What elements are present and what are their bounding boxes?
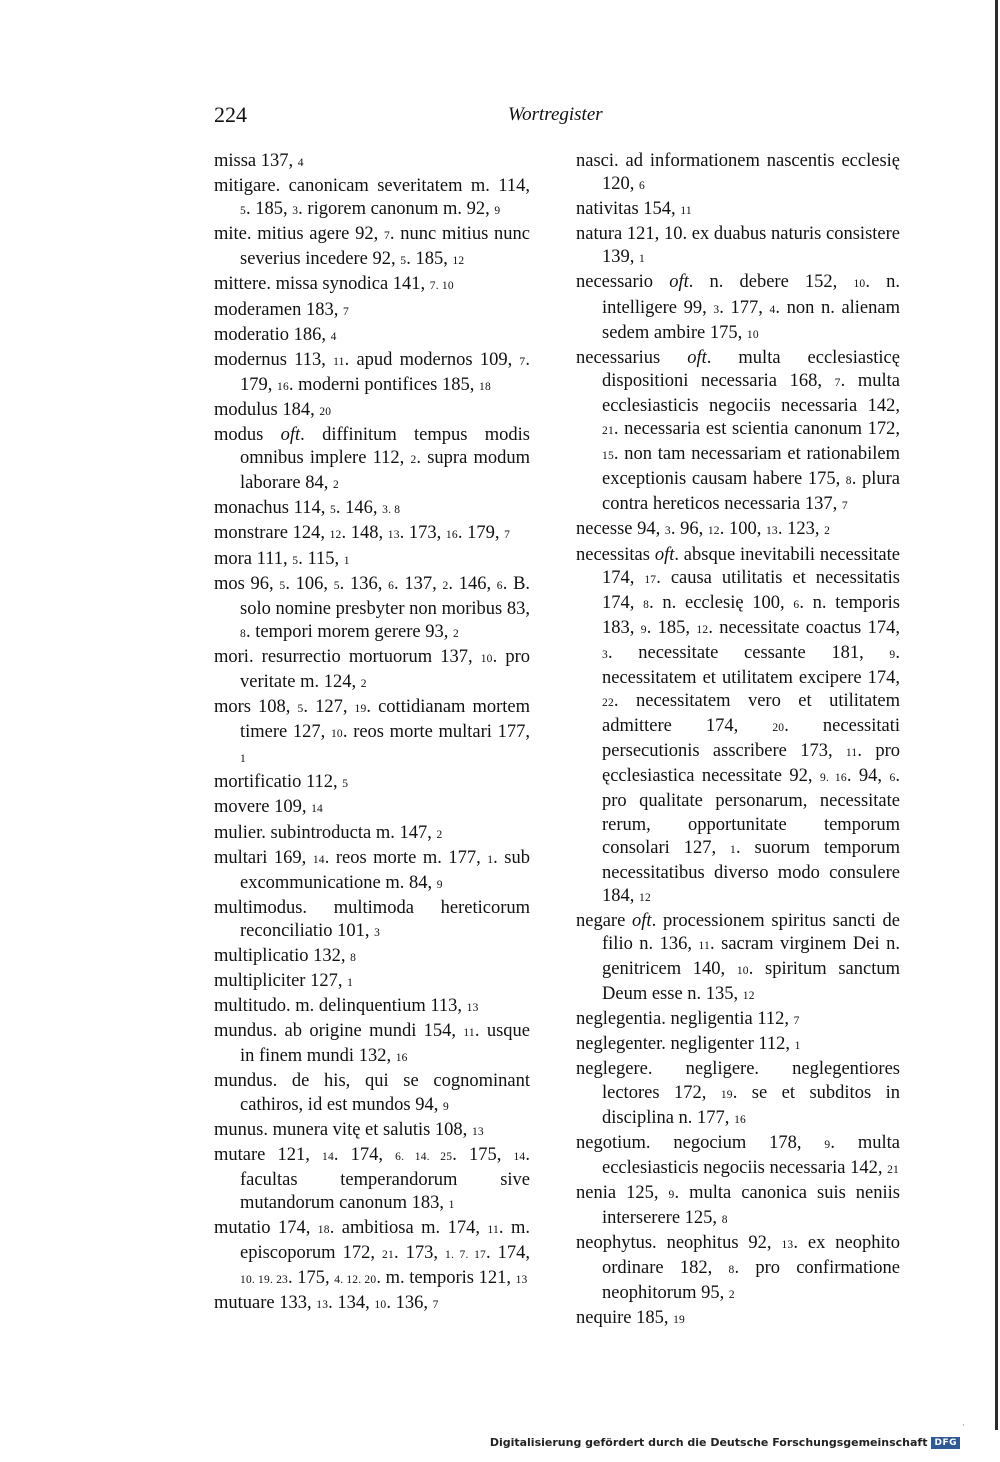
entry-text: . m. episcoporum 172, — [240, 1218, 531, 1264]
entry-text: movere 109, — [214, 797, 312, 818]
entry-text: . nunc mitius nunc severius incedere 92, — [240, 224, 530, 270]
line-reference: 7 — [504, 529, 511, 542]
line-reference: 1 — [343, 554, 350, 567]
index-entry — [576, 271, 900, 346]
entry-text: nasci. ad informationem nascentis ecclesię 120, — [576, 151, 900, 195]
line-reference: 7 — [841, 500, 848, 513]
entry-text: mora 111, — [214, 548, 293, 569]
line-reference: 4 — [769, 303, 776, 316]
entry-text: . diffinitum tempus modis omnibus implere 112, — [240, 425, 530, 469]
entry-text: multari 169, — [214, 847, 313, 868]
entry-text: . n. intelligere 99, — [602, 272, 900, 318]
line-reference: 5 — [279, 579, 286, 592]
index-entry — [214, 497, 530, 522]
line-reference: 8 — [240, 627, 246, 640]
index-entry — [576, 1008, 900, 1033]
index-entry — [214, 970, 530, 995]
dfg-logo: DFG — [931, 1437, 960, 1449]
line-reference: 2 — [824, 525, 831, 538]
line-reference: 17 — [644, 573, 657, 586]
entry-text: . necessitati persecutionis asscribere 173, — [602, 716, 900, 762]
entry-text: monstrare 124, — [214, 523, 330, 544]
line-reference: 11 — [680, 205, 692, 218]
entry-text: mitigare. canonicam severitatem m. 114, — [214, 176, 530, 197]
entry-text: neglegenter. negligenter 112, — [576, 1034, 795, 1055]
entry-text: . facultas temperandorum sive mutandorum canonum 183, — [240, 1144, 530, 1213]
line-reference: 14 — [312, 853, 325, 866]
line-reference: 11 — [333, 355, 345, 368]
entry-text: . necessitate coactus 174, — [708, 617, 900, 638]
index-entry — [576, 223, 900, 271]
index-entry — [214, 696, 530, 771]
line-reference: 10 — [853, 278, 866, 291]
line-reference: 13 — [515, 1274, 528, 1287]
entry-text: modulus 184, — [214, 399, 320, 420]
entry-text: . 173, — [393, 1243, 446, 1264]
line-reference: 11 — [487, 1224, 499, 1237]
entry-text: mortificatio 112, — [214, 772, 343, 793]
index-entry — [214, 796, 530, 821]
line-reference: 20 — [319, 405, 332, 418]
entry-text: necessitas — [576, 544, 655, 565]
line-reference: 19 — [720, 1088, 733, 1101]
line-reference: 2 — [410, 454, 417, 467]
entry-text: nenia 125, — [576, 1182, 669, 1203]
line-reference: 1 — [639, 253, 645, 266]
index-entry — [214, 522, 530, 547]
entry-text: . 115, — [298, 548, 344, 569]
index-entry — [576, 1232, 900, 1307]
entry-text: . 174, — [485, 1243, 531, 1264]
entry-text: . ex neophito ordinare 182, — [602, 1233, 900, 1279]
line-reference: 10 — [746, 328, 759, 341]
entry-text: . sacram virginem Dei n. genitricem 140, — [602, 934, 900, 980]
line-reference: 5 — [329, 504, 336, 517]
line-reference: 5 — [292, 554, 299, 567]
entry-text: . cottidianam mortem timere 127, — [240, 697, 531, 743]
entry-text: munus. munera vitę et salutis 108, — [214, 1119, 472, 1140]
entry-text: monachus 114, — [214, 498, 330, 519]
line-reference: 12 — [696, 623, 709, 636]
index-entry — [576, 198, 900, 223]
entry-text: . tempori morem gerere 93, — [245, 621, 453, 642]
entry-text: negare — [576, 910, 633, 931]
entry-text: . non tam necessariam et rationabilem exceptionis causam habere 175, — [602, 444, 900, 490]
line-reference: 9 — [494, 205, 501, 218]
index-entry — [576, 1132, 900, 1182]
corner-mark: · — [962, 1420, 965, 1430]
line-reference: 8 — [721, 1214, 728, 1227]
page-edge-line — [995, 0, 998, 1430]
line-reference: 1 — [730, 843, 736, 856]
line-reference: 9 — [889, 648, 896, 661]
index-entry — [214, 273, 530, 298]
entry-text: . 177, — [719, 297, 770, 318]
entry-text: nequire 185, — [576, 1308, 674, 1329]
entry-text: . 179, — [240, 349, 530, 395]
line-reference: 7 — [432, 1299, 439, 1312]
entry-text: . n. debere 152, — [688, 272, 854, 293]
line-reference: 7 — [519, 355, 526, 368]
line-reference: 3 — [374, 926, 381, 939]
entry-text: mulier. subintroducta m. 147, — [214, 822, 437, 843]
index-column-right — [576, 150, 900, 1333]
line-reference: 12 — [639, 891, 651, 904]
line-reference: 13 — [471, 1125, 484, 1138]
entry-text: . causa utilitatis et necessitatis 174, — [602, 567, 900, 613]
line-reference: 20 — [772, 722, 785, 735]
entry-text: mundus. ab origine mundi 154, — [214, 1021, 464, 1042]
entry-text: necesse 94, — [576, 519, 665, 540]
line-reference: 2 — [452, 627, 459, 640]
index-entry — [576, 1182, 900, 1232]
line-reference: 3 — [664, 525, 671, 538]
index-entry — [214, 771, 530, 796]
index-entry — [214, 1070, 530, 1118]
index-entry — [576, 1058, 900, 1131]
line-reference: 10 — [374, 1299, 387, 1312]
line-reference: 4. 12. 20 — [334, 1274, 377, 1287]
entry-text: . multa ecclesiasticę dispositioni necessaria 168, — [602, 347, 900, 391]
line-reference: 2 — [442, 579, 449, 592]
line-reference: 5 — [400, 255, 407, 268]
line-reference: 6 — [793, 598, 800, 611]
entry-text: . 148, — [341, 523, 388, 544]
line-reference: 5 — [240, 205, 246, 218]
entry-text: mite. mitius agere 92, — [214, 224, 384, 245]
entry-text: neglegere. negligere. neglegentiores lectores 172, — [576, 1059, 900, 1103]
line-reference: 3 — [602, 648, 608, 661]
line-reference: 10 — [480, 652, 493, 665]
entry-text: . multa canonica suis neniis interserere 125, — [602, 1182, 900, 1229]
entry-text: . n. temporis 183, — [602, 592, 900, 638]
line-reference: 8 — [643, 598, 650, 611]
entry-text: . 173, — [399, 523, 446, 544]
entry-text: . processionem spiritus sancti de filio n. 136, — [602, 910, 900, 954]
line-reference: 16 — [734, 1113, 746, 1126]
line-reference: 7 — [342, 305, 349, 318]
line-reference: 2 — [360, 677, 367, 690]
entry-text: . 137, — [394, 573, 443, 594]
index-entry — [576, 1033, 900, 1058]
entry-text: . ambitiosa m. 174, — [329, 1218, 488, 1239]
entry-text: . pro veritate m. 124, — [240, 646, 530, 692]
running-head: Wortregister — [508, 104, 603, 125]
entry-text: negotium. negocium 178, — [576, 1132, 825, 1153]
index-entry — [214, 299, 530, 324]
entry-text: . 134, — [328, 1293, 375, 1314]
entry-text: . 146, — [335, 498, 383, 519]
line-reference: 8 — [350, 952, 357, 964]
line-reference: 6 — [639, 180, 645, 193]
index-entry — [214, 349, 530, 399]
line-reference: 7 — [383, 230, 390, 243]
line-reference: 16 — [395, 1052, 408, 1065]
line-reference: 1 — [347, 977, 354, 990]
entry-text: . 175, — [288, 1268, 335, 1289]
entry-text: mutare 121, — [214, 1144, 322, 1165]
entry-text: . 106, — [285, 573, 334, 594]
index-entry — [214, 150, 530, 175]
page-number: 224 — [214, 102, 247, 127]
line-reference: 9 — [640, 623, 647, 636]
line-reference: 6 — [496, 579, 503, 592]
line-reference: 6 — [388, 579, 395, 592]
entry-text: multipliciter 127, — [214, 971, 348, 992]
line-reference: 10 — [736, 965, 749, 978]
index-entry — [214, 945, 530, 970]
entry-text: mors 108, — [214, 697, 298, 718]
entry-text: . 136, — [386, 1293, 433, 1314]
line-reference: 14 — [513, 1150, 526, 1163]
entry-text: mundus. de his, qui se cognominant cathiros, id est mundos 94, — [214, 1071, 530, 1115]
index-entry — [576, 910, 900, 1008]
line-reference: 12 — [452, 255, 465, 268]
line-reference: 11 — [698, 940, 711, 952]
entry-text: . necessaria est scientia canonum 172, — [613, 419, 900, 440]
entry-text: natura 121, 10. ex duabus naturis consistere 139, — [576, 224, 900, 268]
line-reference: 13 — [387, 529, 400, 542]
line-reference: 7. 10 — [429, 280, 454, 293]
index-entry — [576, 150, 900, 198]
line-reference: 9. 16 — [820, 772, 847, 785]
line-reference: 1 — [794, 1040, 801, 1053]
line-reference: 1 — [240, 753, 246, 766]
line-reference: 3 — [713, 303, 720, 316]
line-reference: 10 — [330, 728, 343, 741]
index-entry — [214, 1292, 530, 1317]
index-entry — [214, 995, 530, 1020]
line-reference: 12 — [742, 990, 755, 1003]
index-entry — [576, 1307, 900, 1332]
line-reference: 9 — [824, 1138, 831, 1151]
entry-text: . 179, — [457, 523, 505, 544]
entry-text: neophytus. neophitus 92, — [576, 1233, 782, 1254]
entry-text: mori. resurrectio mortuorum 137, — [214, 646, 481, 667]
line-reference: 9 — [436, 878, 443, 891]
line-reference: 8 — [845, 475, 852, 488]
entry-text: mittere. missa synodica 141, — [214, 274, 430, 295]
entry-text: . absque inevitabili necessitate 174, — [602, 544, 900, 588]
index-entry — [214, 573, 530, 646]
index-entry — [214, 424, 530, 497]
line-reference: 12 — [707, 525, 720, 538]
entry-text: . reos morte m. 177, — [324, 847, 488, 868]
italic-term: oft — [280, 425, 301, 446]
entry-text: . 175, — [452, 1144, 514, 1165]
entry-text: . 146, — [448, 573, 497, 594]
line-reference: 10. 19. 23 — [240, 1274, 288, 1287]
index-entry — [214, 646, 530, 696]
index-entry — [576, 544, 900, 910]
line-reference: 6. 14. 25 — [395, 1150, 453, 1163]
line-reference: 7 — [834, 376, 841, 389]
entry-text: . se et subditos in disciplina n. 177, — [602, 1082, 900, 1128]
line-reference: 14 — [311, 803, 324, 816]
entry-text: mutuare 133, — [214, 1293, 317, 1314]
index-entry — [214, 223, 530, 273]
entry-text: necessarius — [576, 347, 688, 368]
index-entry — [214, 399, 530, 424]
entry-text: . m. temporis 121, — [376, 1268, 516, 1289]
entry-text: . reos morte multari 177, — [342, 722, 530, 743]
line-reference: 4 — [297, 157, 304, 169]
entry-text: . pro ęcclesiastica necessitate 92, — [602, 741, 900, 787]
entry-text: . sub excommunicatione m. 84, — [240, 847, 530, 893]
line-reference: 19 — [673, 1314, 686, 1327]
entry-text: . necessitatem vero et utilitatem admittere 174, — [602, 691, 900, 737]
index-entry — [576, 518, 900, 543]
line-reference: 3 — [292, 205, 299, 218]
entry-text: modernus 113, — [214, 349, 334, 370]
entry-text: . multa ecclesiasticis negociis necessaria 142, — [602, 1132, 900, 1178]
entry-text: . apud modernos 109, — [344, 349, 520, 370]
entry-text: . 100, — [719, 519, 766, 540]
line-reference: 8 — [728, 1264, 735, 1277]
line-reference: 5 — [342, 778, 349, 791]
index-entry — [214, 1119, 530, 1144]
entry-text: . 127, — [303, 697, 355, 718]
entry-text: . 185, — [646, 617, 697, 638]
entry-text: . moderni pontifices 185, — [288, 374, 480, 395]
entry-text: moderatio 186, — [214, 324, 331, 345]
line-reference: 21 — [382, 1249, 394, 1262]
entry-text: . spiritum sanctum Deum esse n. 135, — [602, 959, 900, 1005]
line-reference: 14 — [322, 1150, 334, 1163]
entry-text: . pro qualitate personarum, necessitate rerum, opportunitate temporum consolari 127, — [602, 766, 901, 858]
entry-text: neglegentia. negligentia 112, — [576, 1009, 794, 1030]
entry-text: multiplicatio 132, — [214, 946, 351, 966]
entry-text: . multa ecclesiasticis negociis necessaria 142, — [602, 370, 900, 416]
italic-term: oft — [687, 347, 707, 368]
footer — [490, 1436, 960, 1449]
index-entry — [214, 822, 530, 847]
line-reference: 3. 8 — [382, 504, 401, 517]
entry-text: . 123, — [777, 519, 825, 540]
entry-text: . 185, — [406, 249, 453, 270]
entry-text: mos 96, — [214, 573, 280, 594]
line-reference: 7 — [793, 1015, 800, 1028]
entry-text: missa 137, — [214, 151, 298, 171]
entry-text: moderamen 183, — [214, 299, 343, 320]
index-entry — [576, 347, 900, 519]
line-reference: 19 — [354, 703, 367, 716]
index-entry — [214, 175, 530, 223]
index-entry — [214, 847, 530, 897]
entry-text: . usque in finem mundi 132, — [240, 1021, 530, 1067]
entry-text: . non n. alienam sedem ambire 175, — [602, 297, 900, 343]
entry-text: nativitas 154, — [576, 199, 681, 220]
italic-term: oft — [654, 544, 675, 565]
italic-term: oft — [632, 910, 652, 931]
entry-text: . pro confirmatione neophitorum 95, — [602, 1258, 900, 1304]
entry-text: . 136, — [339, 573, 389, 594]
line-reference: 22 — [602, 697, 614, 710]
index-entry — [214, 324, 530, 349]
entry-text: . B. solo nomine presbyter non moribus 83, — [240, 573, 531, 619]
entry-text: . necessitate cessante 181, — [607, 642, 890, 663]
index-entry — [214, 548, 530, 573]
index-column-left — [214, 150, 530, 1317]
line-reference: 9 — [668, 1188, 675, 1201]
line-reference: 13 — [466, 1002, 479, 1015]
italic-term: oft — [669, 272, 689, 293]
entry-text: . 96, — [670, 519, 708, 540]
line-reference: 1 — [448, 1198, 455, 1211]
index-entry — [214, 1144, 530, 1217]
entry-text: . supra modum laborare 84, — [240, 448, 531, 494]
line-reference: 11 — [845, 747, 858, 760]
line-reference: 2 — [728, 1289, 735, 1302]
line-reference: 18 — [479, 380, 491, 393]
line-reference: 21 — [887, 1163, 900, 1176]
entry-text: necessario — [576, 272, 670, 293]
entry-text: . rigorem canonum m. 92, — [298, 199, 495, 220]
line-reference: 16 — [445, 529, 458, 542]
entry-text: . n. ecclesię 100, — [649, 592, 794, 613]
line-reference: 11 — [463, 1027, 475, 1040]
line-reference: 12 — [329, 529, 342, 542]
line-reference: 9 — [442, 1100, 449, 1113]
line-reference: 18 — [317, 1224, 330, 1237]
line-reference: 1. 7. 17 — [445, 1249, 486, 1262]
entry-text: multitudo. m. delinquentium 113, — [214, 996, 467, 1017]
line-reference: 16 — [277, 380, 289, 393]
line-reference: 15 — [602, 450, 614, 463]
entry-text: . 94, — [846, 766, 890, 787]
line-reference: 4 — [330, 330, 337, 343]
index-entry — [214, 1217, 530, 1292]
line-reference: 6 — [889, 772, 896, 785]
footer-credit: Digitalisierung gefördert durch die Deutsche Forschungsgemeinschaft — [489, 1436, 928, 1449]
line-reference: 13 — [765, 525, 778, 538]
entry-text: . plura contra hereticos necessaria 137, — [602, 469, 900, 515]
index-entry — [214, 1020, 530, 1070]
line-reference: 2 — [332, 479, 339, 492]
index-entry — [214, 897, 530, 945]
line-reference: 5 — [297, 703, 304, 716]
line-reference: 2 — [436, 828, 443, 841]
line-reference: 13 — [316, 1299, 329, 1312]
line-reference: 1 — [487, 853, 494, 866]
entry-text: mutatio 174, — [214, 1218, 318, 1239]
line-reference: 21 — [602, 425, 614, 438]
entry-text: . 185, — [245, 199, 293, 220]
entry-text: multimodus. multimoda hereticorum reconciliatio 101, — [214, 897, 530, 941]
line-reference: 13 — [781, 1239, 794, 1252]
entry-text: modus — [214, 425, 281, 446]
entry-text: . necessitatem et utilitatem excipere 174, — [602, 642, 900, 688]
entry-text: . 174, — [333, 1144, 396, 1165]
entry-text: . suorum temporum necessitatibus diverso modo consulere 184, — [602, 837, 900, 906]
line-reference: 5 — [333, 579, 340, 592]
